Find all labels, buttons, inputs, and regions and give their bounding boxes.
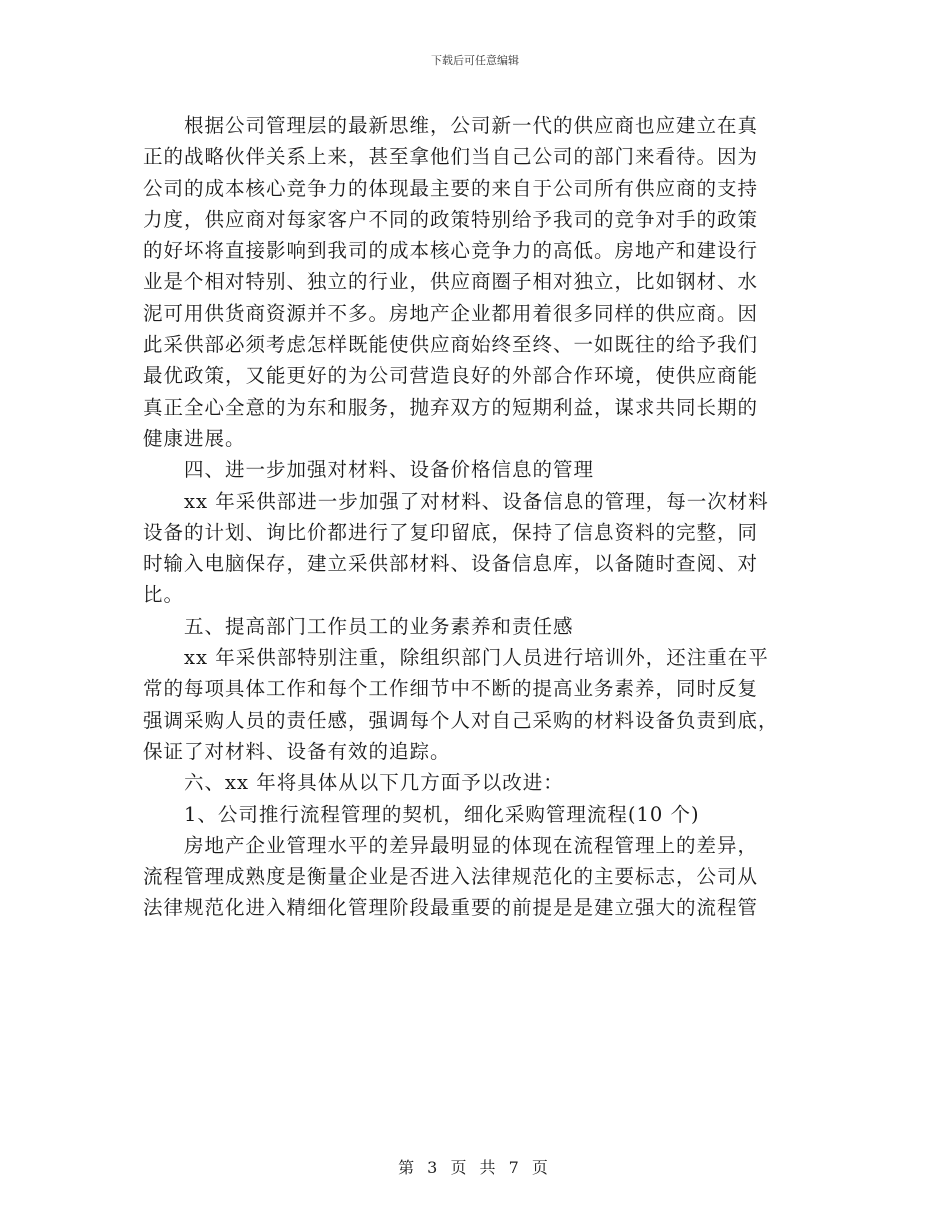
text-line: 正的战略伙伴关系上来，甚至拿他们当自己公司的部门来看待。因为 (143, 145, 759, 169)
text-line: xx 年采供部进一步加强了对材料、设备信息的管理，每一次材料 (143, 489, 769, 513)
text-line: 流程管理成熟度是衡量企业是否进入法律规范化的主要标志，公司从 (143, 865, 759, 889)
text-line: 真正全心全意的为东和服务，抛弃双方的短期利益，谋求共同长期的 (143, 395, 759, 419)
text-line: 房地产企业管理水平的差异最明显的体现在流程管理上的差异， (143, 833, 759, 857)
text-line: 此采供部必须考虑怎样既能使供应商始终至终、一如既往的给予我们 (143, 333, 759, 357)
section-heading: 五、提高部门工作员工的业务素养和责任感 (143, 614, 574, 638)
text-line: 设备的计划、询比价都进行了复印留底，保持了信息资料的完整，同 (143, 520, 759, 544)
document-body (143, 110, 808, 924)
page-footer: 第 3 页 共 7 页 (398, 1158, 552, 1177)
text-line: 最优政策，又能更好的为公司营造良好的外部合作环境，使供应商能 (143, 364, 759, 388)
text-line: 健康进展。 (143, 426, 246, 450)
text-line: 时输入电脑保存，建立采供部材料、设备信息库，以备随时查阅、对 (143, 552, 759, 576)
text-line: 比。 (143, 583, 185, 607)
text-line: 业是个相对特别、独立的行业，供应商圈子相对独立，比如钢材、水 (143, 270, 759, 294)
text-line: 法律规范化进入精细化管理阶段最重要的前提是是建立强大的流程管 (143, 896, 759, 920)
text-line: 强调采购人员的责任感，强调每个人对自己采购的材料设备负责到底， (143, 708, 779, 732)
subsection-heading: 1、公司推行流程管理的契机，细化采购管理流程(10 个) (143, 802, 700, 826)
text-line: 常的每项具体工作和每个工作细节中不断的提高业务素养，同时反复 (143, 677, 759, 701)
page-header: 下载后可任意编辑 (431, 54, 519, 67)
section-heading: 六、xx 年将具体从以下几方面予以改进： (143, 771, 564, 795)
section-heading: 四、进一步加强对材料、设备价格信息的管理 (143, 458, 595, 482)
text-line: xx 年采供部特别注重，除组织部门人员进行培训外，还注重在平 (143, 646, 769, 670)
text-line: 保证了对材料、设备有效的追踪。 (143, 739, 451, 763)
text-line: 力度，供应商对每家客户不同的政策特别给予我司的竞争对手的政策 (143, 207, 759, 231)
text-line: 根据公司管理层的最新思维，公司新一代的供应商也应建立在真 (143, 114, 759, 137)
text-line: 泥可用供货商资源并不多。房地产企业都用着很多同样的供应商。因 (143, 301, 759, 325)
text-line: 公司的成本核心竞争力的体现最主要的来自于公司所有供应商的支持 (143, 176, 759, 200)
text-line: 的好坏将直接影响到我司的成本核心竞争力的高低。房地产和建设行 (143, 239, 759, 263)
